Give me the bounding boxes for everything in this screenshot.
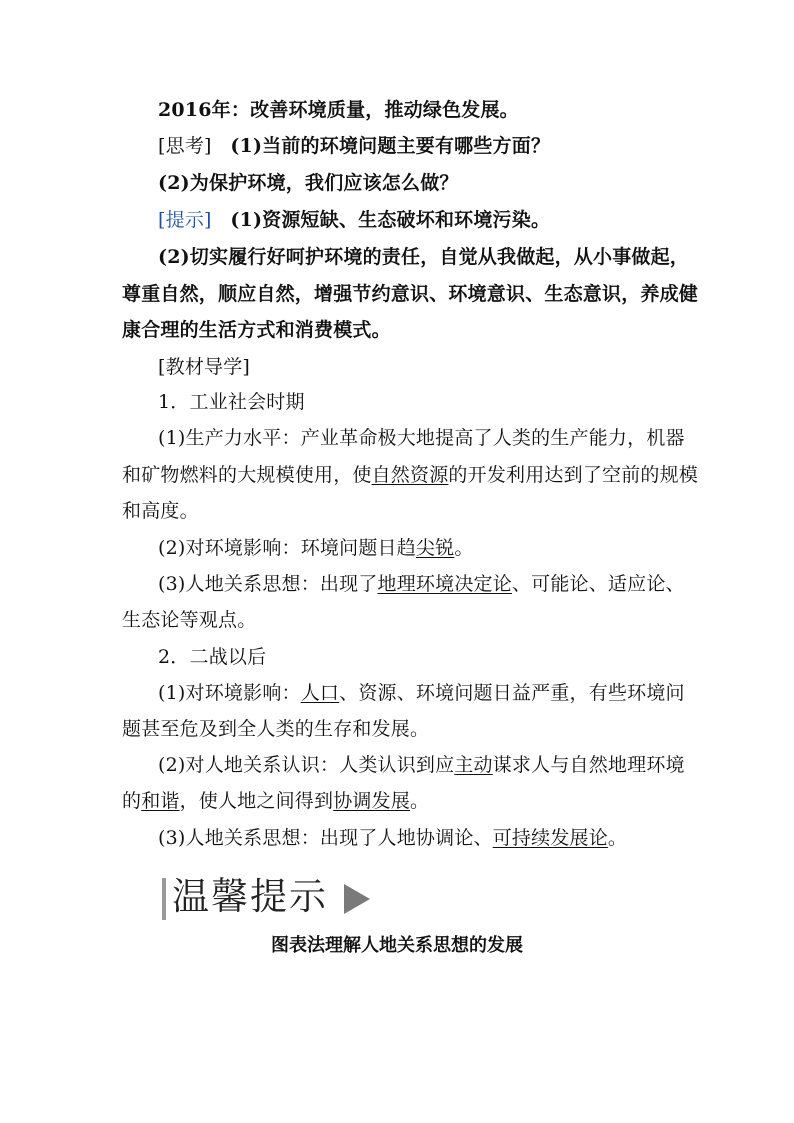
underline-active: 主动 [454, 754, 493, 776]
industrial-env-impact: (2)对环境影响：环境问题日趋尖锐。 [158, 537, 474, 559]
underline-sharp: 尖锐 [415, 537, 455, 559]
hint-1: [提示] (1)资源短缺、生态破坏和环境污染。 [158, 209, 551, 231]
industrial-thought-line-2: 生态论等观点。 [122, 609, 257, 631]
hint-2-line-1: (2)切实履行好呵护环境的责任，自觉从我做起，从小事做起， [158, 246, 690, 268]
underline-determinism: 地理环境决定论 [377, 573, 512, 595]
underline-sustainable-development: 可持续发展论 [492, 827, 608, 849]
tip-title: 温馨提示 [172, 875, 328, 918]
industrial-productivity-line-2: 和矿物燃料的大规模使用，使自然资源的开发利用达到了空前的规模 [122, 464, 699, 486]
underline-population: 人口 [300, 682, 340, 704]
industrial-thought-line-1: (3)人地关系思想：出现了地理环境决定论、可能论、适应论、 [158, 573, 685, 595]
heading-post-war: 2．二战以后 [158, 646, 267, 668]
industrial-productivity-line-1: (1)生产力水平：产业革命极大地提高了人类的生产能力，机器 [158, 427, 685, 449]
hint-2-line-3: 康合理的生活方式和消费模式。 [122, 319, 391, 341]
figure-caption: 图表法理解人地关系思想的发展 [271, 935, 523, 956]
think-question-1: [思考] (1)当前的环境问题主要有哪些方面？ [158, 135, 551, 157]
underline-natural-resources: 自然资源 [371, 464, 449, 486]
hint-2-line-2: 尊重自然，顺应自然，增强节约意识、环境意识、生态意识，养成健 [122, 283, 699, 305]
paragraph-2016: 2016年：改善环境质量，推动绿色发展。 [158, 99, 519, 121]
underline-harmony: 和谐 [141, 790, 180, 812]
tip-side-bar [162, 878, 166, 920]
section-heading-textbook: [教材导学] [158, 356, 251, 378]
underline-coordinated-development: 协调发展 [333, 790, 411, 812]
postwar-recognition-line-1: (2)对人地关系认识：人类认识到应主动谋求人与自然地理环境 [158, 754, 685, 776]
postwar-recognition-line-2: 的和谐，使人地之间得到协调发展。 [122, 790, 430, 812]
think-question-2: (2)为保护环境，我们应该怎么做？ [158, 172, 459, 194]
heading-industrial-period: 1．工业社会时期 [158, 391, 305, 413]
postwar-env-impact-line-2: 题甚至危及到全人类的生存和发展。 [122, 718, 430, 740]
postwar-env-impact-line-1: (1)对环境影响：人口、资源、环境问题日益严重，有些环境问 [158, 682, 685, 704]
postwar-thought: (3)人地关系思想：出现了人地协调论、可持续发展论。 [158, 827, 628, 849]
tip-arrow-icon [344, 884, 370, 914]
industrial-productivity-line-3: 和高度。 [122, 500, 199, 522]
